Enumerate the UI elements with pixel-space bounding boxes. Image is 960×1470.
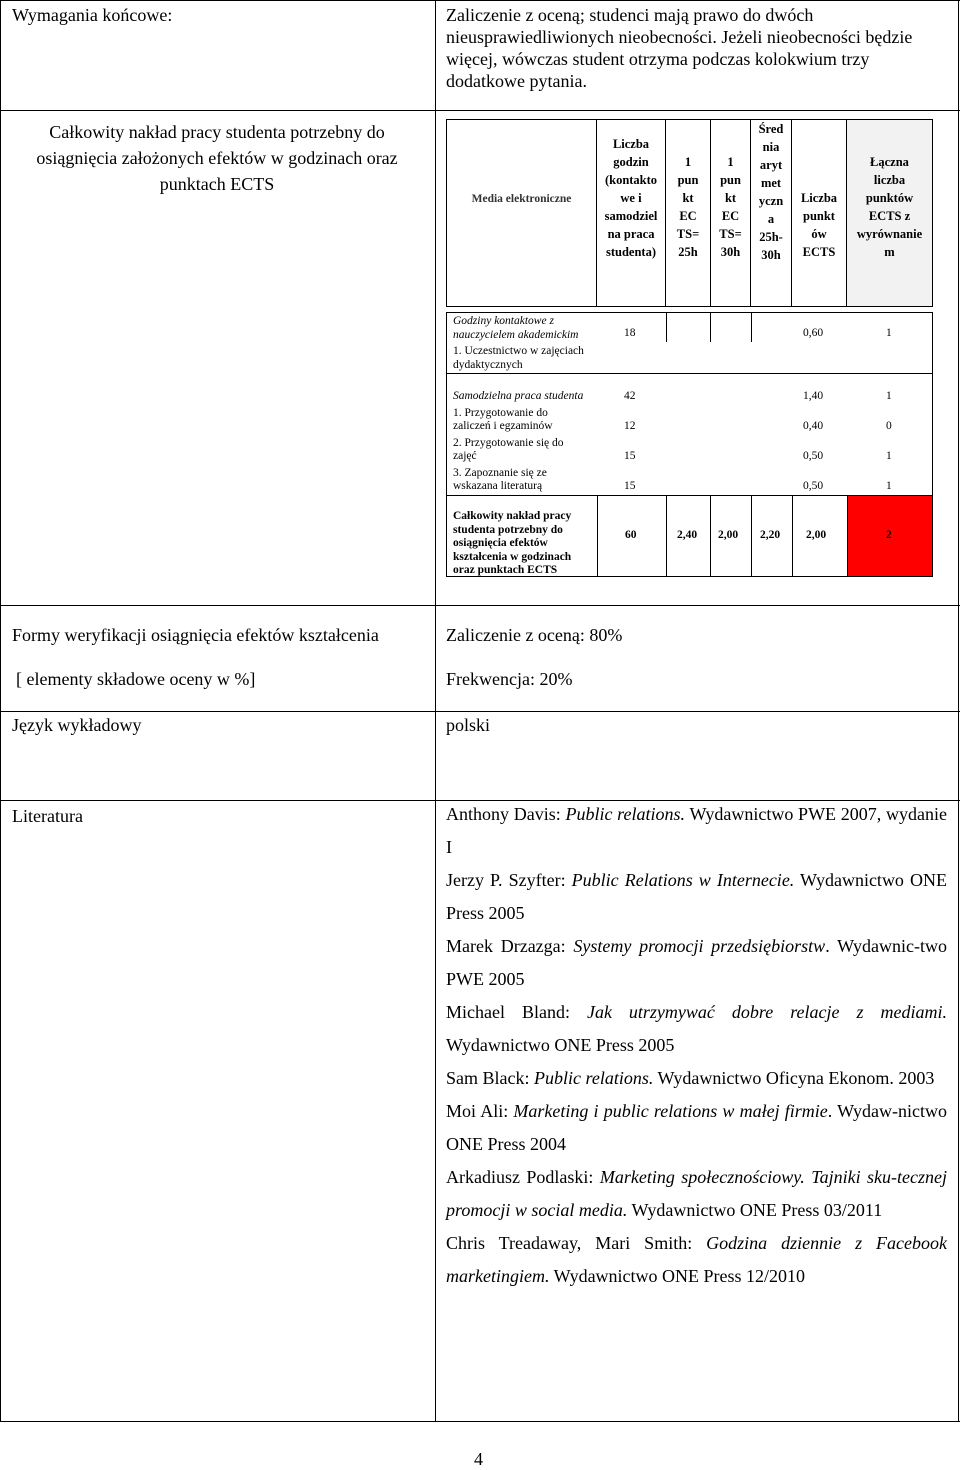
contact-hours-label: Godziny kontaktowe z nauczycielem akademickim bbox=[453, 315, 579, 341]
literature-publisher: Wydawnictwo ONE Press 2005 bbox=[446, 1035, 675, 1055]
header-line: 30h bbox=[761, 248, 781, 262]
item2-hours: 15 bbox=[624, 450, 636, 462]
media-header-cell bbox=[446, 119, 597, 307]
literature-publisher: . Wydawnic-two PWE 2005 bbox=[446, 936, 947, 989]
literature-title: Godzina dziennie z Facebook marketingiem. bbox=[446, 1233, 948, 1286]
item3-hours: 15 bbox=[624, 480, 636, 492]
literature-entry bbox=[446, 1227, 947, 1293]
literature-entry bbox=[446, 1161, 947, 1227]
grid-line bbox=[0, 605, 960, 606]
header-line: 25h bbox=[678, 245, 698, 259]
literature-label: Literatura bbox=[12, 806, 83, 826]
header-line: aryt bbox=[759, 158, 783, 172]
item1-label: 1. Przygotowanie do bbox=[453, 407, 548, 419]
header-line: na praca bbox=[607, 227, 655, 241]
header-line: wyrównanie bbox=[856, 227, 923, 241]
verification-value: Zaliczenie z oceną: 80% bbox=[446, 625, 623, 645]
self-work-total: 1 bbox=[886, 390, 892, 402]
table-line bbox=[446, 312, 447, 577]
literature-title: Marketing i public relations w małej firmie bbox=[513, 1101, 828, 1121]
verification-label: Formy weryfikacji osiągnięcia efektów kształcenia bbox=[12, 625, 379, 645]
literature-author: Jerzy P. Szyfter: bbox=[446, 870, 572, 890]
header-line: 1 bbox=[727, 155, 734, 169]
language-value: polski bbox=[446, 715, 491, 735]
table-line bbox=[666, 312, 667, 342]
header-line: ów bbox=[811, 227, 827, 241]
header-line: studenta) bbox=[605, 245, 656, 259]
literature-author: Chris Treadaway, Mari Smith: bbox=[446, 1233, 707, 1253]
workload-label: Całkowity nakład pracy studenta potrzebny do osiągnięcia założonych efektów w godzinach oraz punktach ECTS bbox=[36, 122, 398, 194]
literature-entry bbox=[446, 1062, 947, 1095]
header-line: TS= bbox=[676, 227, 700, 241]
avg-header-cell bbox=[750, 119, 792, 307]
item1-hours: 12 bbox=[624, 420, 636, 432]
requirements-label: Wymagania końcowe: bbox=[12, 5, 173, 25]
requirements-value: Zaliczenie z oceną; studenci mają prawo do dwóch nieusprawiedliwionych nieobecności. Jeżeli nieobecności będzie więcej, wówczas student otrzyma podczas kolokwium trzy dodatkowe pytania. bbox=[446, 5, 913, 91]
item3-label: 3. Zapoznanie się ze bbox=[453, 467, 547, 479]
header-line: 25h- bbox=[759, 230, 783, 244]
table-line bbox=[666, 495, 667, 577]
hours-header bbox=[597, 120, 665, 261]
item2-points: 0,50 bbox=[803, 450, 824, 462]
item2-total: 1 bbox=[886, 450, 892, 462]
literature-title: Jak utrzymywać dobre relacje z mediami. bbox=[586, 1002, 947, 1022]
literature-entry bbox=[446, 930, 947, 996]
literature-title: Public relations. bbox=[565, 804, 686, 824]
table-line bbox=[932, 312, 933, 577]
table-line bbox=[751, 312, 752, 342]
grid-line bbox=[0, 0, 960, 1]
verification-sub-value: Frekwencja: 20% bbox=[446, 669, 573, 689]
literature-author: Michael Bland: bbox=[446, 1002, 587, 1022]
header-line: m bbox=[884, 245, 895, 259]
literature-entry bbox=[446, 864, 947, 930]
header-line: 30h bbox=[720, 245, 741, 259]
table-line bbox=[710, 312, 711, 342]
table-line bbox=[446, 373, 933, 374]
literature-author: Sam Black: bbox=[446, 1068, 534, 1088]
table-line bbox=[446, 312, 933, 313]
ects30-header-cell bbox=[710, 119, 751, 307]
page-number: 4 bbox=[474, 1449, 483, 1469]
header-line: liczba bbox=[873, 173, 906, 187]
literature-title: Public Relations w Internecie. bbox=[571, 870, 795, 890]
header-line: punktów bbox=[865, 191, 914, 205]
literature-author: Marek Drzazga: bbox=[446, 936, 574, 956]
literature-author: Anthony Davis: bbox=[446, 804, 566, 824]
literature-publisher: Wydawnictwo ONE Press 2005 bbox=[446, 870, 947, 923]
literature-entry bbox=[446, 996, 947, 1062]
item3-label-line2: wskazana literaturą bbox=[453, 480, 543, 492]
contact-points-value: 0,60 bbox=[803, 327, 824, 339]
sum-hours: 60 bbox=[625, 529, 637, 541]
sum-total: 2 bbox=[886, 529, 892, 541]
header-line: punkt bbox=[803, 209, 835, 223]
self-work-hours: 42 bbox=[624, 390, 636, 402]
header-line: a bbox=[767, 212, 775, 226]
contact-hours-value: 18 bbox=[624, 327, 636, 339]
total-header bbox=[847, 120, 932, 261]
literature-title: Public relations. bbox=[534, 1068, 654, 1088]
table-line bbox=[751, 495, 752, 577]
header-line: Liczba bbox=[800, 191, 838, 205]
header-line: Liczba bbox=[612, 137, 650, 151]
header-line: nia bbox=[762, 140, 780, 154]
header-line: samodziel bbox=[604, 209, 658, 223]
avg-header bbox=[751, 120, 791, 264]
grid-line bbox=[0, 711, 960, 712]
header-line: Śred bbox=[758, 122, 784, 136]
header-line: pun bbox=[720, 173, 741, 187]
item1-label-line2: zaliczeń i egzaminów bbox=[453, 420, 553, 432]
literature-entry bbox=[446, 798, 947, 864]
item2-label: 2. Przygotowanie się do bbox=[453, 437, 564, 449]
verification-sub-label: [ elementy składowe oceny w %] bbox=[16, 669, 256, 689]
header-line: (kontakto bbox=[604, 173, 658, 187]
sum-ects30: 2,00 bbox=[718, 529, 739, 541]
header-line: kt bbox=[724, 191, 737, 205]
header-line: Łączna bbox=[870, 155, 909, 169]
header-line: pun bbox=[677, 173, 699, 187]
contact-total-value: 1 bbox=[886, 327, 892, 339]
ects25-header-cell bbox=[665, 119, 711, 307]
header-line: we i bbox=[620, 191, 642, 205]
item1-total: 0 bbox=[886, 420, 892, 432]
header-line: kt bbox=[682, 191, 694, 205]
literature-publisher: . Wydaw-nictwo ONE Press 2004 bbox=[446, 1101, 947, 1154]
item3-total: 1 bbox=[886, 480, 892, 492]
contact-item-label: 1. Uczestnictwo w zajęciach dydaktycznych bbox=[453, 345, 584, 371]
media-header-label: Media elektroniczne bbox=[471, 193, 572, 205]
header-line: EC bbox=[721, 209, 740, 223]
item2-label-line2: zajęć bbox=[453, 450, 477, 462]
points-header bbox=[792, 120, 846, 261]
literature-publisher: Wydawnictwo Oficyna Ekonom. 2003 bbox=[653, 1068, 935, 1088]
table-line bbox=[792, 495, 793, 577]
header-line: met bbox=[760, 176, 782, 190]
header-line: yczn bbox=[758, 194, 784, 208]
grid-line bbox=[0, 1421, 960, 1422]
sum-label: Całkowity nakład pracy studenta potrzebny do osiągnięcia efektów kształcenia w godzinach oraz punktach ECTS bbox=[453, 510, 572, 576]
header-line: TS= bbox=[719, 227, 742, 241]
literature-entry bbox=[446, 1095, 947, 1161]
self-work-label: Samodzielna praca studenta bbox=[453, 390, 584, 402]
literature-title: Marketing społecznościowy. Tajniki sku-tecznej promocji w social media. bbox=[446, 1167, 947, 1220]
points-header-cell bbox=[791, 119, 847, 307]
literature-title: Systemy promocji przedsiębiorstw bbox=[573, 936, 826, 956]
header-line: ECTS bbox=[802, 245, 836, 259]
literature-author: Moi Ali: bbox=[446, 1101, 514, 1121]
total-header-cell bbox=[846, 119, 933, 307]
grid-line bbox=[0, 110, 960, 111]
sum-ects25: 2,40 bbox=[677, 529, 698, 541]
item1-points: 0,40 bbox=[803, 420, 824, 432]
literature-list bbox=[446, 798, 947, 1293]
sum-avg: 2,20 bbox=[760, 529, 781, 541]
literature-publisher: Wydawnictwo ONE Press 03/2011 bbox=[627, 1200, 883, 1220]
header-line: 1 bbox=[684, 155, 692, 169]
header-line: godzin bbox=[613, 155, 649, 169]
sum-points: 2,00 bbox=[806, 529, 827, 541]
table-line bbox=[597, 495, 598, 577]
language-label: Język wykładowy bbox=[12, 715, 142, 735]
hours-header-cell bbox=[596, 119, 666, 307]
literature-author: Arkadiusz Podlaski: bbox=[446, 1167, 600, 1187]
ects30-header bbox=[711, 120, 750, 261]
table-line bbox=[710, 495, 711, 577]
ects25-header bbox=[666, 120, 710, 261]
literature-publisher: Wydawnictwo ONE Press 12/2010 bbox=[549, 1266, 806, 1286]
item3-points: 0,50 bbox=[803, 480, 824, 492]
header-line: ECTS z bbox=[868, 209, 911, 223]
header-line: EC bbox=[679, 209, 697, 223]
self-work-points: 1,40 bbox=[803, 390, 824, 402]
literature-publisher: Wydawnictwo PWE 2007, wydanie I bbox=[446, 804, 947, 857]
